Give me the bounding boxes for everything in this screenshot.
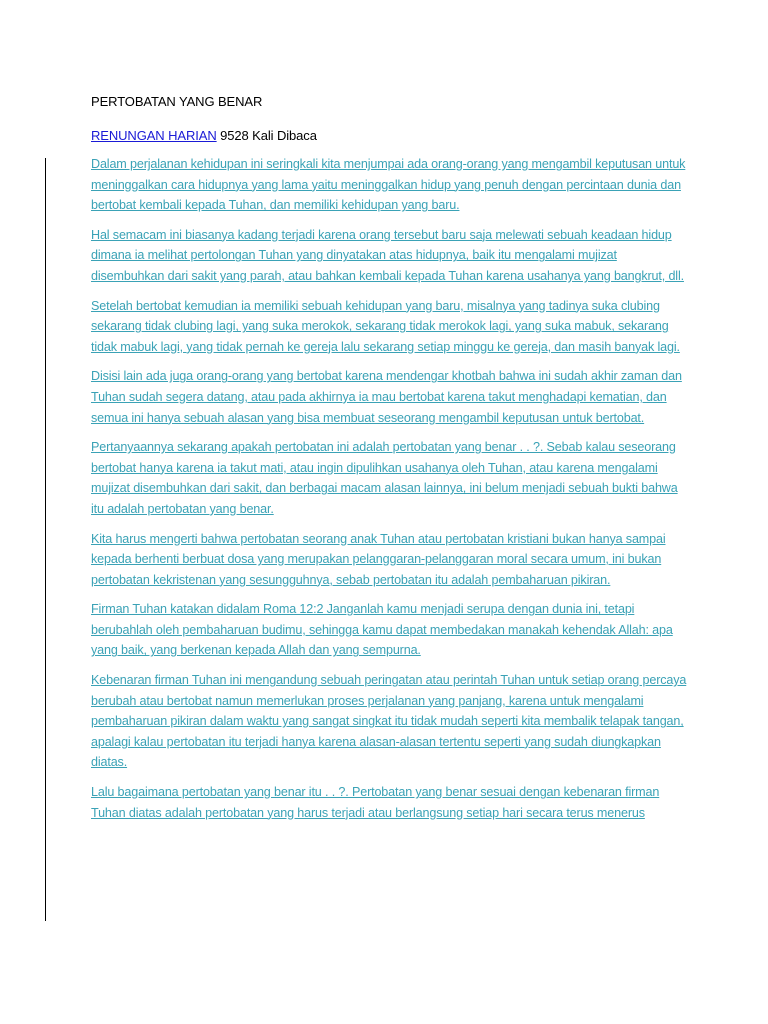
paragraph-3[interactable]: Setelah bertobat kemudian ia memiliki sebuah kehidupan yang baru, misalnya yang tadinya suka clubing sekarang tidak clubing lagi, yang suka merokok, sekarang tidak merokok lagi, yang suka mabuk, sekarang tidak mabuk lagi, yang tidak pernah ke gereja lalu sekarang setiap minggu ke gereja, dan masih banyak lagi.: [91, 298, 680, 354]
paragraph-6[interactable]: Kita harus mengerti bahwa pertobatan seorang anak Tuhan atau pertobatan kristiani bukan hanya sampai kepada berhenti berbuat dosa yang merupakan pelanggaran-pelanggaran moral secara umum, ini bukan pertobatan kekristenan yang sesungguhnya, sebab pertobatan itu adalah pembaharuan pikiran.: [91, 531, 666, 587]
paragraph-4[interactable]: Disisi lain ada juga orang-orang yang bertobat karena mendengar khotbah bahwa ini sudah akhir zaman dan Tuhan sudah segera datang, atau pada akhirnya ia mau bertobat karena takut menghadapi kematian, dan semua ini hanya sebuah alasan yang bisa membuat seseorang mengambil keputusan untuk bertobat.: [91, 369, 682, 425]
view-count: 9528 Kali Dibaca: [216, 128, 317, 143]
paragraph-2[interactable]: Hal semacam ini biasanya kadang terjadi karena orang tersebut baru saja melewati sebuah keadaan hidup dimana ia melihat pertolongan Tuhan yang dinyatakan atas hidupnya, baik itu mengalami mujizat disembuhkan dari sakit yang parah, atau bahkan kembali kepada Tuhan karena usahanya yang bangkrut, dll.: [91, 227, 684, 283]
paragraph-1[interactable]: Dalam perjalanan kehidupan ini seringkali kita menjumpai ada orang-orang yang mengambil keputusan untuk meninggalkan cara hidupnya yang lama yaitu meninggalkan hidup yang penuh dengan percintaan dunia dan bertobat kembali kepada Tuhan, dan memiliki kehidupan yang baru.: [91, 157, 686, 213]
paragraph-5[interactable]: Pertanyaannya sekarang apakah pertobatan ini adalah pertobatan yang benar . . ?. Sebab kalau seseorang bertobat hanya karena ia takut mati, atau ingin dipulihkan usahanya oleh Tuhan, atau karena mengalami mujizat disembuhkan dari sakit, dan berbagai macam alasan lainnya, ini belum menjadi sebuah bukti bahwa itu adalah pertobatan yang benar.: [91, 440, 678, 516]
paragraph-8[interactable]: Kebenaran firman Tuhan ini mengandung sebuah peringatan atau perintah Tuhan untuk setiap orang percaya berubah atau bertobat namun memerlukan proses perjalanan yang panjang, karena untuk mengalami pembaharuan pikiran dalam waktu yang sangat singkat itu tidak mudah seperti kita membalik telapak tangan, apalagi kalau pertobatan itu terjadi hanya karena alasan-alasan tertentu seperti yang sudah diungkapkan diatas.: [91, 673, 687, 770]
page-title: PERTOBATAN YANG BENAR: [91, 94, 263, 109]
article-body: [91, 92, 691, 832]
category-link[interactable]: RENUNGAN HARIAN: [91, 128, 217, 143]
paragraph-7[interactable]: Firman Tuhan katakan didalam Roma 12:2 Janganlah kamu menjadi serupa dengan dunia ini, tetapi berubahlah oleh pembaharuan budimu, sehingga kamu dapat membedakan manakah kehendak Allah: apa yang baik, yang berkenan kepada Allah dan yang sempurna.: [91, 602, 673, 658]
paragraph-9[interactable]: Lalu bagaimana pertobatan yang benar itu . . ?. Pertobatan yang benar sesuai dengan kebenaran firman Tuhan diatas adalah pertobatan yang harus terjadi atau berlangsung setiap hari secara terus menerus: [91, 785, 660, 820]
margin-line: [45, 158, 46, 921]
article-meta: [91, 126, 691, 146]
